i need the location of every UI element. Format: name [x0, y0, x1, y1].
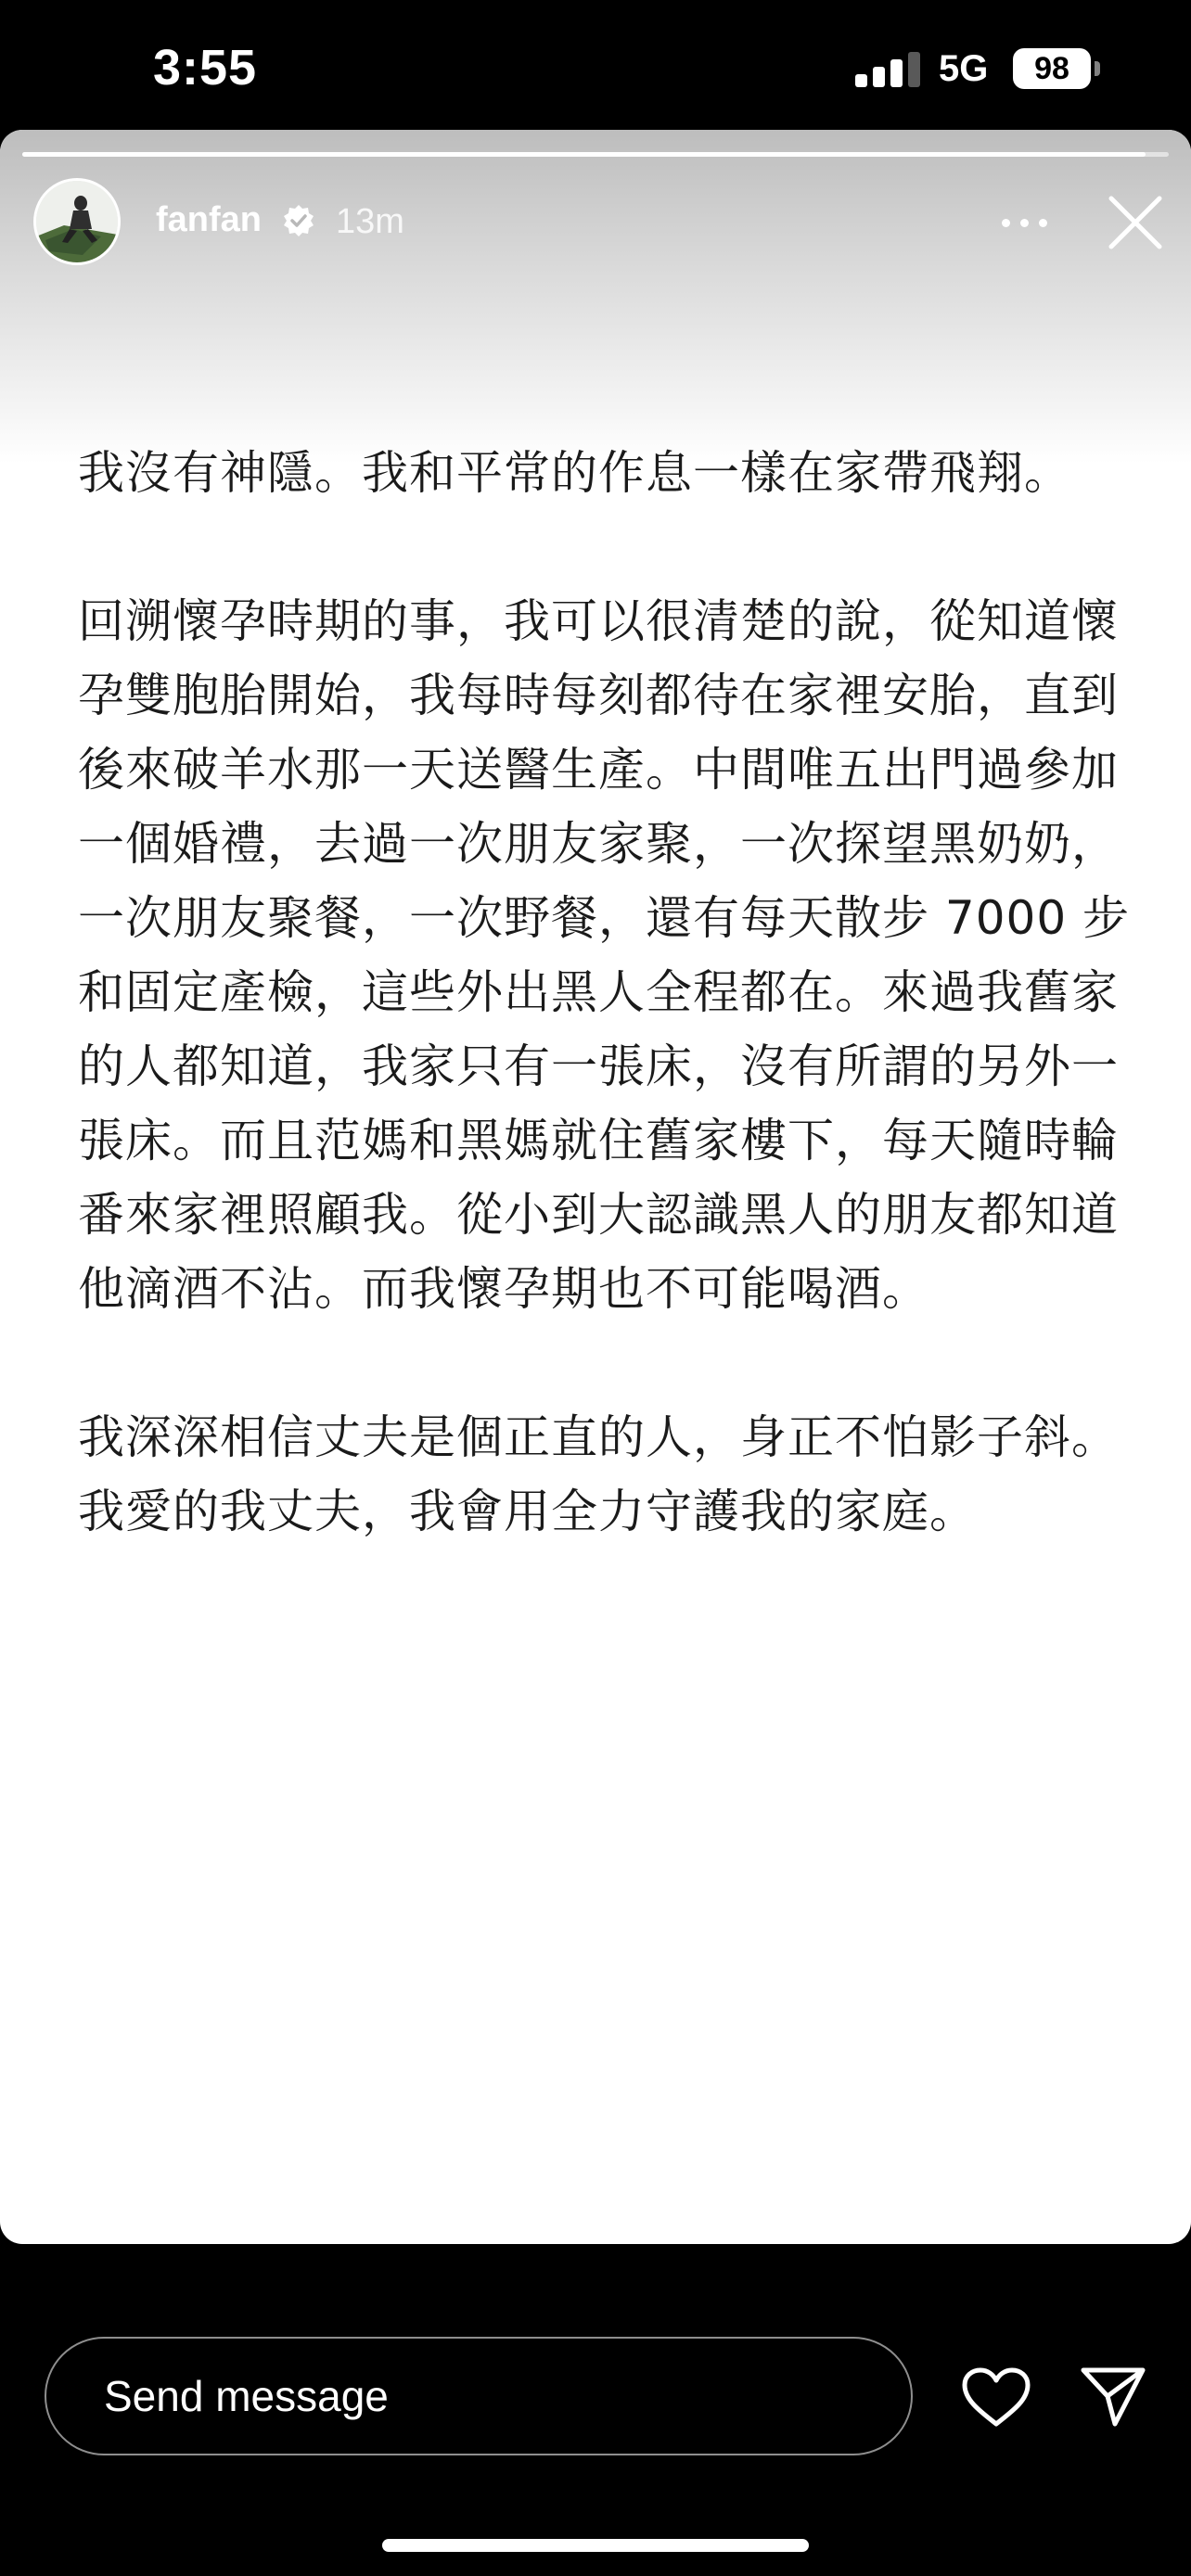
network-type: 5G	[939, 48, 989, 89]
more-options-icon[interactable]	[998, 204, 1052, 241]
verified-badge-icon	[282, 204, 315, 237]
story-progress-fill	[22, 152, 1146, 157]
home-indicator[interactable]	[382, 2539, 809, 2552]
battery-icon: 98	[1013, 48, 1091, 89]
story-card[interactable]	[0, 130, 1191, 2244]
close-icon[interactable]	[1106, 193, 1165, 252]
story-progress-bar	[22, 152, 1169, 157]
battery-tip	[1095, 61, 1100, 76]
status-bar	[0, 0, 1191, 139]
story-paragraph-1: 我沒有神隱。我和平常的作息一樣在家帶飛翔。	[78, 446, 1071, 500]
status-time: 3:55	[153, 40, 258, 96]
signal-strength-icon	[855, 50, 920, 87]
heart-icon[interactable]	[961, 2366, 1031, 2428]
story-time-ago: 13m	[336, 202, 404, 241]
story-text	[78, 436, 1135, 1549]
send-icon[interactable]	[1080, 2365, 1146, 2429]
avatar[interactable]	[33, 178, 121, 265]
story-header-gradient	[0, 130, 1191, 464]
send-message-input[interactable]	[45, 2337, 913, 2455]
avatar-image	[36, 181, 118, 262]
story-paragraph-2: 回溯懷孕時期的事，我可以很清楚的說，從知道懷孕雙胞胎開始，我每時每刻都待在家裡安胎，直到後來破羊水那一天送醫生產。中間唯五出門過參加一個婚禮，去過一次朋友家聚，一次探望黑奶奶，一次朋友聚餐，一次野餐，還有每天散步 7000 步和固定產檢，這些外出黑人全程都在。來過我舊家的人都知道，我家只有一張床，沒有所謂的另外一張床。而且范媽和黑媽就住舊家樓下，每天隨時輪番來家裡照顧我。從小到大認識黑人的朋友都知道他滴酒不沾。而我懷孕期也不可能喝酒。	[78, 594, 1131, 1316]
story-paragraph-3: 我深深相信丈夫是個正直的人，身正不怕影子斜。我愛的我丈夫，我會用全力守護我的家庭。	[78, 1410, 1119, 1538]
story-username[interactable]: fanfan	[156, 200, 262, 239]
